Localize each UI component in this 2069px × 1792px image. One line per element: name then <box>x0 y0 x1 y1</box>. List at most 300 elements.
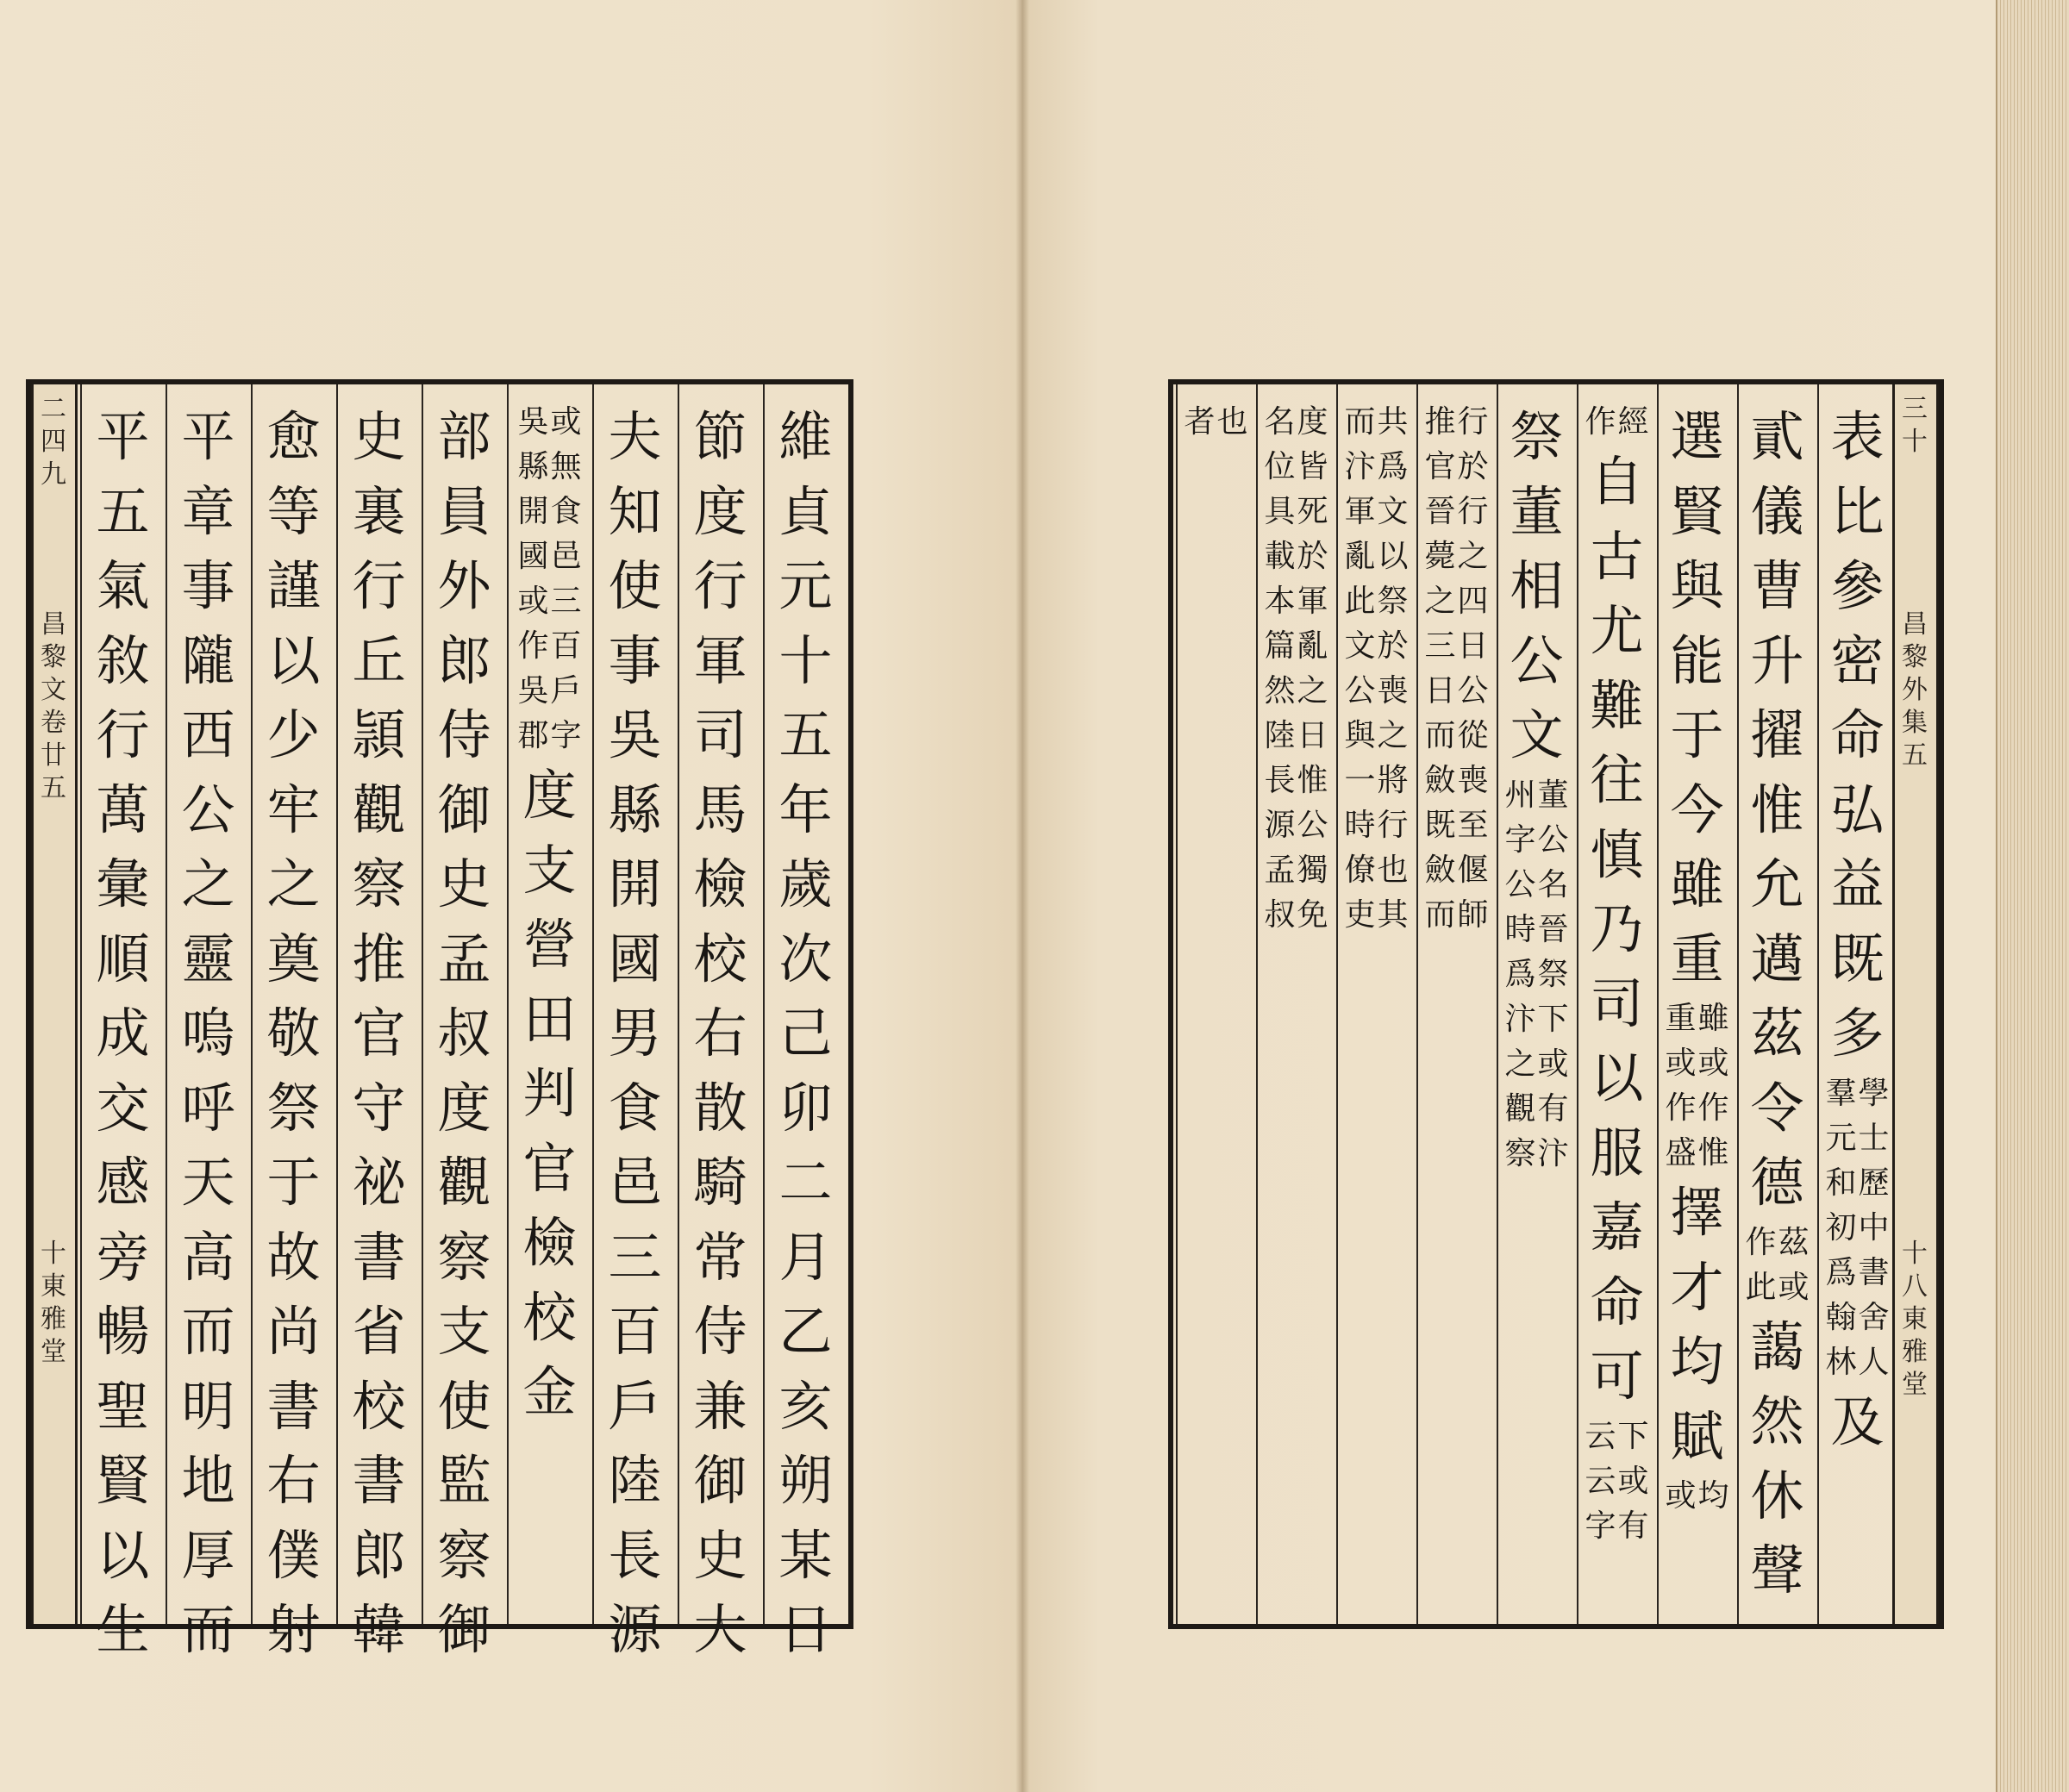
main-glyph: 文 <box>1510 703 1564 766</box>
text-column <box>1256 400 1336 938</box>
main-glyph: 常 <box>693 1225 747 1289</box>
annotation-glyph: 或 <box>1537 1046 1569 1082</box>
margin-glyph: 四 <box>41 427 66 457</box>
annotation-glyph: 三 <box>550 584 582 619</box>
annotation-glyph: 舍 <box>1858 1299 1890 1335</box>
main-glyph: 自 <box>1590 450 1644 513</box>
main-glyph: 省 <box>352 1300 406 1363</box>
margin-glyph: 雅 <box>1902 1337 1928 1367</box>
annotation-pair <box>1744 1221 1810 1310</box>
main-glyph: 難 <box>1590 673 1644 737</box>
main-glyph: 敬 <box>266 1002 321 1065</box>
annotation-glyph: 位 <box>1264 449 1296 484</box>
main-glyph: 散 <box>693 1076 747 1140</box>
annotation-glyph: 縣 <box>517 449 549 484</box>
main-glyph: 高 <box>181 1225 235 1289</box>
annotation-glyph: 盛 <box>1665 1135 1697 1171</box>
main-glyph: 然 <box>1750 1389 1804 1452</box>
annotation-glyph: 有 <box>1617 1508 1649 1544</box>
main-glyph: 賢 <box>1670 479 1724 543</box>
main-glyph: 孟 <box>437 927 491 990</box>
annotation-glyph: 日 <box>1457 628 1489 664</box>
main-glyph: 官 <box>352 1002 406 1065</box>
annotation-glyph: 或 <box>550 404 582 440</box>
main-glyph: 祕 <box>352 1151 406 1214</box>
annotation-glyph: 祭 <box>1377 584 1409 619</box>
main-glyph: 觀 <box>352 777 406 841</box>
main-glyph: 嘉 <box>1590 1196 1644 1258</box>
main-glyph: 暢 <box>96 1300 150 1363</box>
main-glyph: 國 <box>608 927 662 990</box>
annotation-glyph: 日 <box>1424 673 1456 709</box>
margin-glyph: 十 <box>1902 427 1928 457</box>
main-glyph: 德 <box>1750 1151 1804 1214</box>
main-glyph: 騎 <box>693 1151 747 1214</box>
annotation-glyph: 爲 <box>1377 449 1409 484</box>
margin-glyph: 黎 <box>1902 642 1928 672</box>
main-glyph: 裏 <box>352 479 406 543</box>
main-glyph: 命 <box>1830 703 1885 766</box>
main-glyph: 重 <box>1670 927 1724 990</box>
annotation-glyph: 日 <box>1297 718 1328 753</box>
main-glyph: 大 <box>693 1598 747 1661</box>
annotation-glyph: 本 <box>1264 584 1296 619</box>
annotation-glyph: 三 <box>1424 628 1456 664</box>
annotation-glyph: 文 <box>1344 628 1376 664</box>
main-glyph: 校 <box>522 1285 577 1349</box>
annotation-glyph: 或 <box>1617 1463 1649 1499</box>
annotation-glyph: 士 <box>1858 1120 1890 1156</box>
main-glyph: 之 <box>266 852 321 915</box>
annotation-glyph: 獨 <box>1297 852 1328 888</box>
text-column <box>1817 400 1897 1459</box>
right-margin-top <box>1902 393 1928 459</box>
right-text-frame <box>1168 379 1944 1629</box>
margin-glyph: 集 <box>1902 708 1928 738</box>
annotation-glyph: 汴 <box>1537 1135 1569 1171</box>
main-glyph: 察 <box>437 1225 491 1289</box>
column-rule <box>336 384 338 1624</box>
annotation-glyph: 晉 <box>1424 494 1456 529</box>
main-glyph: 令 <box>1750 1076 1804 1140</box>
main-glyph: 右 <box>266 1449 321 1512</box>
main-glyph: 御 <box>437 1598 491 1661</box>
main-glyph: 旁 <box>96 1225 150 1289</box>
annotation-glyph: 以 <box>1377 539 1409 574</box>
main-glyph: 之 <box>181 852 235 915</box>
text-column <box>1577 400 1657 1549</box>
main-glyph: 愈 <box>266 405 321 468</box>
margin-glyph: 二 <box>41 394 66 424</box>
main-glyph: 日 <box>778 1598 833 1661</box>
annotation-glyph: 歷 <box>1858 1164 1890 1201</box>
main-glyph: 表 <box>1830 405 1885 468</box>
main-glyph: 平 <box>181 405 235 468</box>
annotation-glyph: 邑 <box>550 539 582 574</box>
annotation-subcolumn <box>1458 400 1489 938</box>
text-column <box>1336 400 1416 938</box>
text-column <box>592 400 678 1668</box>
main-text-run <box>1750 1310 1803 1608</box>
main-glyph: 故 <box>266 1225 321 1289</box>
annotation-glyph: 名 <box>1264 404 1296 440</box>
main-glyph: 官 <box>522 1136 577 1200</box>
annotation-glyph: 開 <box>517 494 549 529</box>
annotation-subcolumn <box>1297 400 1328 938</box>
annotation-glyph: 與 <box>1344 718 1376 753</box>
main-glyph: 行 <box>96 703 150 766</box>
annotation-glyph: 時 <box>1504 911 1536 947</box>
main-glyph: 選 <box>1670 405 1724 468</box>
main-glyph: 觀 <box>437 1151 491 1214</box>
annotation-glyph: 此 <box>1745 1269 1777 1305</box>
annotation-glyph: 學 <box>1858 1075 1890 1111</box>
main-glyph: 既 <box>1830 927 1885 990</box>
text-column <box>1657 400 1737 1519</box>
main-glyph: 御 <box>437 777 491 841</box>
left-text-frame <box>26 379 853 1661</box>
annotation-glyph: 其 <box>1377 897 1409 933</box>
annotation-glyph: 也 <box>1216 404 1248 440</box>
column-rule <box>422 384 423 1624</box>
main-glyph: 命 <box>1590 1270 1644 1333</box>
main-glyph: 事 <box>181 554 235 617</box>
main-glyph: 長 <box>608 1523 662 1587</box>
main-glyph: 度 <box>693 479 747 543</box>
main-glyph: 升 <box>1750 628 1804 692</box>
main-glyph: 乙 <box>778 1300 833 1363</box>
main-glyph: 祭 <box>1510 405 1564 468</box>
annotation-glyph: 一 <box>1344 763 1376 798</box>
annotation-pair <box>1343 400 1409 938</box>
annotation-glyph: 字 <box>1585 1508 1616 1544</box>
main-text-run <box>181 400 234 1668</box>
annotation-subcolumn <box>1745 1221 1776 1310</box>
annotation-glyph: 偃 <box>1457 852 1489 888</box>
main-glyph: 僕 <box>266 1523 321 1587</box>
main-text-run <box>266 400 320 1668</box>
main-text-run <box>1510 400 1563 773</box>
main-glyph: 比 <box>1830 479 1885 543</box>
main-glyph: 與 <box>1670 554 1724 617</box>
main-glyph: 次 <box>778 927 833 990</box>
annotation-subcolumn <box>1217 400 1248 445</box>
annotation-glyph: 字 <box>1504 821 1536 858</box>
main-glyph: 二 <box>778 1151 833 1214</box>
annotation-glyph: 文 <box>1377 494 1409 529</box>
annotation-glyph: 免 <box>1297 897 1328 933</box>
annotation-pair <box>1584 1414 1649 1549</box>
margin-glyph: 九 <box>41 459 66 490</box>
main-glyph: 擢 <box>1750 703 1804 766</box>
annotation-glyph: 公 <box>1504 866 1536 902</box>
annotation-glyph: 爲 <box>1825 1254 1857 1290</box>
main-glyph: 章 <box>181 479 235 543</box>
main-glyph: 金 <box>522 1360 577 1423</box>
main-glyph: 月 <box>778 1225 833 1289</box>
main-glyph: 感 <box>96 1151 150 1214</box>
main-glyph: 判 <box>522 1062 577 1125</box>
annotation-subcolumn <box>1618 400 1649 445</box>
annotation-glyph: 而 <box>1424 897 1456 933</box>
page-edges <box>1996 0 2069 1792</box>
annotation-pair <box>1824 1071 1890 1385</box>
annotation-glyph: 也 <box>1377 852 1409 888</box>
main-glyph: 今 <box>1670 777 1724 841</box>
annotation-glyph: 喪 <box>1457 763 1489 798</box>
main-glyph: 五 <box>96 479 150 543</box>
main-glyph: 氣 <box>96 554 150 617</box>
main-glyph: 尤 <box>1590 599 1644 662</box>
annotation-pair <box>1664 1474 1729 1519</box>
main-glyph: 生 <box>96 1598 150 1661</box>
main-glyph: 郎 <box>352 1523 406 1587</box>
annotation-subcolumn <box>1778 1221 1810 1310</box>
annotation-glyph: 篇 <box>1264 628 1296 664</box>
main-glyph: 牢 <box>266 777 321 841</box>
annotation-glyph: 師 <box>1457 897 1489 933</box>
annotation-glyph: 死 <box>1297 494 1328 529</box>
text-column <box>1176 400 1256 445</box>
column-rule <box>1737 384 1739 1624</box>
annotation-glyph: 戶 <box>550 673 582 709</box>
annotation-glyph: 州 <box>1504 777 1536 813</box>
annotation-glyph: 度 <box>1297 404 1328 440</box>
annotation-glyph: 亂 <box>1344 539 1376 574</box>
annotation-glyph: 從 <box>1457 718 1489 753</box>
main-glyph: 十 <box>778 628 833 692</box>
annotation-glyph: 薨 <box>1424 539 1456 574</box>
annotation-glyph: 載 <box>1264 539 1296 574</box>
main-text-run <box>1670 400 1723 996</box>
column-rule <box>251 384 253 1624</box>
main-glyph: 元 <box>778 554 833 617</box>
main-glyph: 以 <box>1590 1046 1644 1109</box>
main-glyph: 書 <box>352 1225 406 1289</box>
margin-glyph: 三 <box>1902 394 1928 424</box>
main-glyph: 公 <box>181 777 235 841</box>
annotation-glyph: 之 <box>1424 584 1456 619</box>
margin-glyph: 卷 <box>41 708 66 738</box>
annotation-glyph: 於 <box>1377 628 1409 664</box>
annotation-subcolumn <box>517 400 548 759</box>
margin-glyph: 昌 <box>41 609 66 640</box>
text-column <box>166 400 251 1668</box>
column-rule <box>1657 384 1659 1624</box>
main-glyph: 交 <box>96 1076 150 1140</box>
annotation-glyph: 爲 <box>1504 956 1536 992</box>
main-glyph: 允 <box>1750 852 1804 915</box>
main-glyph: 奠 <box>266 927 321 990</box>
annotation-glyph: 下 <box>1537 1001 1569 1037</box>
margin-glyph: 十 <box>1902 1239 1928 1269</box>
annotation-glyph: 中 <box>1858 1209 1890 1246</box>
annotation-glyph: 至 <box>1457 808 1489 843</box>
main-glyph: 書 <box>352 1449 406 1512</box>
text-column <box>678 400 763 1668</box>
main-glyph: 節 <box>693 405 747 468</box>
annotation-glyph: 吳 <box>517 404 549 440</box>
annotation-glyph: 公 <box>1537 821 1569 858</box>
main-glyph: 馬 <box>693 777 747 841</box>
annotation-pair <box>516 400 582 759</box>
annotation-glyph: 於 <box>1297 539 1328 574</box>
annotation-glyph: 皆 <box>1297 449 1328 484</box>
main-glyph: 于 <box>1670 703 1724 766</box>
main-glyph: 益 <box>1830 852 1885 915</box>
main-glyph: 韓 <box>352 1598 406 1661</box>
main-glyph: 密 <box>1830 628 1885 692</box>
annotation-subcolumn <box>1698 996 1729 1176</box>
main-glyph: 百 <box>608 1300 662 1363</box>
main-glyph: 校 <box>352 1374 406 1438</box>
column-rule <box>507 384 509 1624</box>
annotation-glyph: 斂 <box>1424 763 1456 798</box>
main-glyph: 平 <box>96 405 150 468</box>
annotation-glyph: 無 <box>550 449 582 484</box>
main-glyph: 維 <box>778 405 833 468</box>
annotation-glyph: 元 <box>1825 1120 1857 1156</box>
annotation-glyph: 或 <box>1697 1046 1729 1081</box>
annotation-subcolumn <box>1618 1414 1649 1549</box>
main-text-run <box>1670 1176 1723 1474</box>
annotation-subcolumn <box>1184 400 1215 445</box>
annotation-glyph: 國 <box>517 539 549 574</box>
annotation-glyph: 名 <box>1537 866 1569 902</box>
annotation-subcolumn <box>1859 1071 1890 1385</box>
annotation-glyph: 初 <box>1825 1209 1857 1246</box>
main-text-run <box>1830 400 1884 1071</box>
main-glyph: 聖 <box>96 1374 150 1438</box>
main-glyph: 侍 <box>437 703 491 766</box>
main-glyph: 公 <box>1510 628 1564 692</box>
annotation-glyph: 時 <box>1344 808 1376 843</box>
main-glyph: 呼 <box>181 1076 235 1140</box>
annotation-glyph: 或 <box>1665 1478 1697 1514</box>
main-glyph: 而 <box>181 1300 235 1363</box>
annotation-glyph: 軍 <box>1344 494 1376 529</box>
annotation-glyph: 叔 <box>1264 897 1296 933</box>
main-glyph: 成 <box>96 1002 150 1065</box>
annotation-glyph: 云 <box>1585 1418 1616 1454</box>
main-glyph: 軍 <box>693 628 747 692</box>
main-glyph: 開 <box>608 852 662 915</box>
main-glyph: 史 <box>437 852 491 915</box>
annotation-glyph: 亂 <box>1297 628 1328 664</box>
annotation-glyph: 或 <box>1665 1046 1697 1081</box>
main-glyph: 慎 <box>1590 822 1644 886</box>
main-glyph: 厚 <box>181 1523 235 1587</box>
main-glyph: 知 <box>608 479 662 543</box>
annotation-subcolumn <box>1378 400 1409 938</box>
main-glyph: 雖 <box>1670 852 1724 915</box>
main-glyph: 司 <box>1590 971 1644 1035</box>
main-glyph: 己 <box>778 1002 833 1065</box>
annotation-pair <box>1423 400 1489 938</box>
annotation-glyph: 官 <box>1424 449 1456 484</box>
annotation-glyph: 長 <box>1264 763 1296 798</box>
annotation-pair <box>1263 400 1328 938</box>
main-glyph: 聲 <box>1750 1539 1804 1602</box>
main-glyph: 營 <box>522 913 577 976</box>
main-glyph: 祭 <box>266 1076 321 1140</box>
main-glyph: 及 <box>1830 1389 1885 1453</box>
main-glyph: 使 <box>608 554 662 617</box>
main-glyph: 少 <box>266 703 321 766</box>
annotation-glyph: 雖 <box>1697 1001 1729 1036</box>
main-glyph: 多 <box>1830 1002 1885 1065</box>
main-glyph: 夫 <box>608 405 662 468</box>
main-glyph: 尚 <box>266 1300 321 1363</box>
annotation-glyph: 具 <box>1264 494 1296 529</box>
text-column <box>251 400 336 1668</box>
annotation-glyph: 重 <box>1665 1001 1697 1036</box>
text-column <box>1416 400 1497 938</box>
main-glyph: 使 <box>437 1374 491 1438</box>
text-column <box>336 400 422 1668</box>
annotation-glyph: 觀 <box>1504 1090 1536 1127</box>
main-glyph: 食 <box>608 1076 662 1140</box>
annotation-glyph: 茲 <box>1778 1224 1810 1260</box>
annotation-glyph: 此 <box>1344 584 1376 619</box>
annotation-subcolumn <box>1538 773 1569 1177</box>
column-rule <box>678 384 679 1624</box>
margin-glyph: 文 <box>41 675 66 705</box>
main-glyph: 丘 <box>352 628 406 692</box>
main-glyph: 部 <box>437 405 491 468</box>
left-margin-page <box>41 1238 66 1369</box>
annotation-glyph: 經 <box>1617 404 1649 440</box>
column-rule <box>763 384 765 1624</box>
main-glyph: 度 <box>522 764 577 827</box>
annotation-subcolumn <box>1585 1414 1616 1549</box>
annotation-pair <box>1664 996 1729 1176</box>
main-glyph: 事 <box>608 628 662 692</box>
main-glyph: 吳 <box>608 703 662 766</box>
main-text-run <box>608 400 661 1668</box>
annotation-glyph: 惟 <box>1297 763 1328 798</box>
annotation-glyph: 公 <box>1297 808 1328 843</box>
main-glyph: 邁 <box>1750 927 1804 990</box>
text-column <box>763 400 848 1668</box>
main-glyph: 推 <box>352 927 406 990</box>
annotation-glyph: 將 <box>1377 763 1409 798</box>
main-glyph: 御 <box>693 1449 747 1512</box>
main-glyph: 外 <box>437 554 491 617</box>
main-glyph: 員 <box>437 479 491 543</box>
main-text-run <box>1830 1385 1884 1460</box>
main-glyph: 朔 <box>778 1449 833 1512</box>
main-glyph: 邑 <box>608 1151 662 1214</box>
main-glyph: 貳 <box>1750 405 1804 468</box>
right-banxin <box>1892 384 1939 1624</box>
column-rule <box>1176 384 1178 1624</box>
main-glyph: 明 <box>181 1374 235 1438</box>
main-glyph: 敘 <box>96 628 150 692</box>
main-glyph: 于 <box>266 1151 321 1214</box>
annotation-glyph: 陸 <box>1264 718 1296 753</box>
main-glyph: 某 <box>778 1523 833 1587</box>
margin-glyph: 東 <box>41 1271 66 1302</box>
annotation-glyph: 汴 <box>1504 1001 1536 1037</box>
annotation-glyph: 均 <box>1697 1478 1729 1514</box>
annotation-glyph: 書 <box>1858 1254 1890 1290</box>
main-glyph: 董 <box>1510 479 1564 543</box>
annotation-glyph: 四 <box>1457 584 1489 619</box>
annotation-glyph: 董 <box>1537 777 1569 813</box>
right-margin-title <box>1902 609 1928 772</box>
main-glyph: 天 <box>181 1151 235 1214</box>
